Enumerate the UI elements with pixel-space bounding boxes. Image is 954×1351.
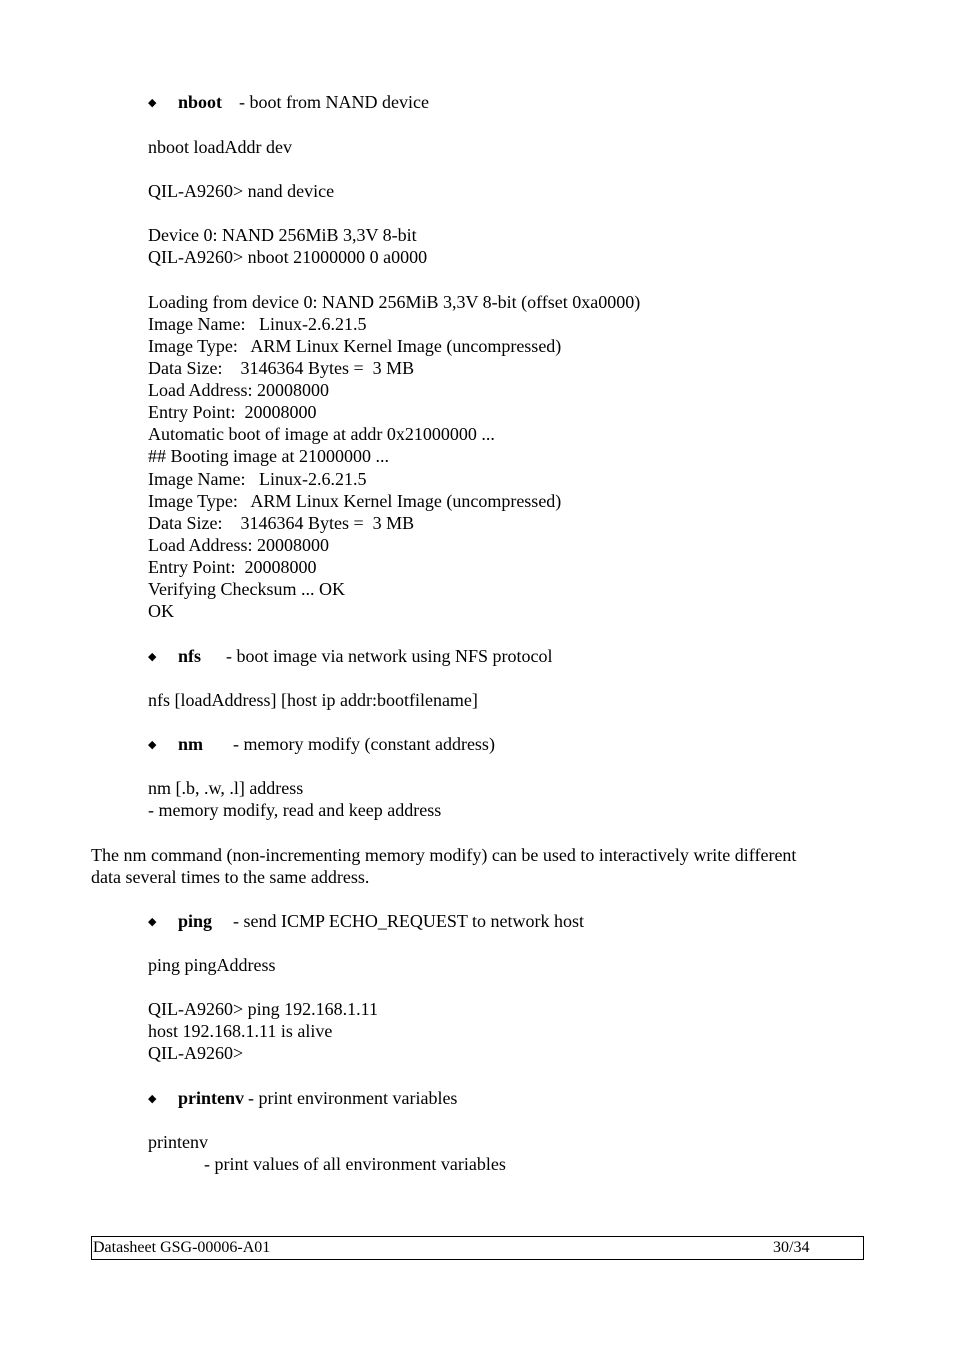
console-line: host 192.168.1.11 is alive — [148, 1021, 333, 1041]
syntax-line: - print values of all environment variables — [204, 1154, 506, 1174]
footer-document-id: Datasheet GSG-00006-A01 — [93, 1239, 271, 1256]
command-name-nfs: nfs — [178, 646, 202, 666]
console-line: Image Name: Linux-2.6.21.5 — [148, 469, 367, 489]
console-line: Entry Point: 20008000 — [148, 402, 317, 422]
bullet-icon: ◆ — [148, 916, 157, 928]
console-line: Device 0: NAND 256MiB 3,3V 8-bit — [148, 225, 417, 245]
console-line: Automatic boot of image at addr 0x21000000 ... — [148, 424, 495, 444]
syntax-line: nm [.b, .w, .l] address — [148, 778, 304, 798]
console-line: Data Size: 3146364 Bytes = 3 MB — [148, 513, 415, 533]
syntax-line: printenv — [148, 1132, 208, 1152]
command-description-nboot: - boot from NAND device — [239, 92, 429, 112]
console-line: ## Booting image at 21000000 ... — [148, 446, 389, 466]
console-line: Data Size: 3146364 Bytes = 3 MB — [148, 358, 415, 378]
console-line: QIL-A9260> — [148, 1043, 244, 1063]
console-line: QIL-A9260> nand device — [148, 181, 335, 201]
console-line: Load Address: 20008000 — [148, 535, 329, 555]
console-line: Image Name: Linux-2.6.21.5 — [148, 314, 367, 334]
footer-page-number: 30/34 — [773, 1239, 810, 1256]
console-line: OK — [148, 601, 174, 621]
console-line: Entry Point: 20008000 — [148, 557, 317, 577]
command-name-nm: nm — [178, 734, 204, 754]
syntax-line: nboot loadAddr dev — [148, 137, 292, 157]
console-line: Loading from device 0: NAND 256MiB 3,3V 8-bit (offset 0xa0000) — [148, 292, 641, 312]
console-line: QIL-A9260> nboot 21000000 0 a0000 — [148, 247, 428, 267]
console-line: Verifying Checksum ... OK — [148, 579, 345, 599]
syntax-line: ping pingAddress — [148, 955, 276, 975]
syntax-line: nfs [loadAddress] [host ip addr:bootfilename] — [148, 690, 478, 710]
bullet-icon: ◆ — [148, 1093, 157, 1105]
command-description-nm: - memory modify (constant address) — [233, 734, 495, 754]
command-description-printenv: - print environment variables — [248, 1088, 458, 1108]
command-name-nboot: nboot — [178, 92, 223, 112]
command-name-ping: ping — [178, 911, 213, 931]
syntax-line: - memory modify, read and keep address — [148, 800, 442, 820]
page-footer — [91, 1236, 864, 1260]
console-line: Image Type: ARM Linux Kernel Image (uncompressed) — [148, 491, 562, 511]
paragraph-line: data several times to the same address. — [91, 867, 370, 887]
bullet-icon: ◆ — [148, 97, 157, 109]
command-description-nfs: - boot image via network using NFS protocol — [226, 646, 553, 666]
paragraph-line: The nm command (non-incrementing memory modify) can be used to interactively write different — [91, 845, 797, 865]
console-line: Load Address: 20008000 — [148, 380, 329, 400]
command-name-printenv: printenv — [178, 1088, 245, 1108]
console-line: QIL-A9260> ping 192.168.1.11 — [148, 999, 378, 1019]
bullet-icon: ◆ — [148, 739, 157, 751]
bullet-icon: ◆ — [148, 651, 157, 663]
command-description-ping: - send ICMP ECHO_REQUEST to network host — [233, 911, 584, 931]
console-line: Image Type: ARM Linux Kernel Image (uncompressed) — [148, 336, 562, 356]
